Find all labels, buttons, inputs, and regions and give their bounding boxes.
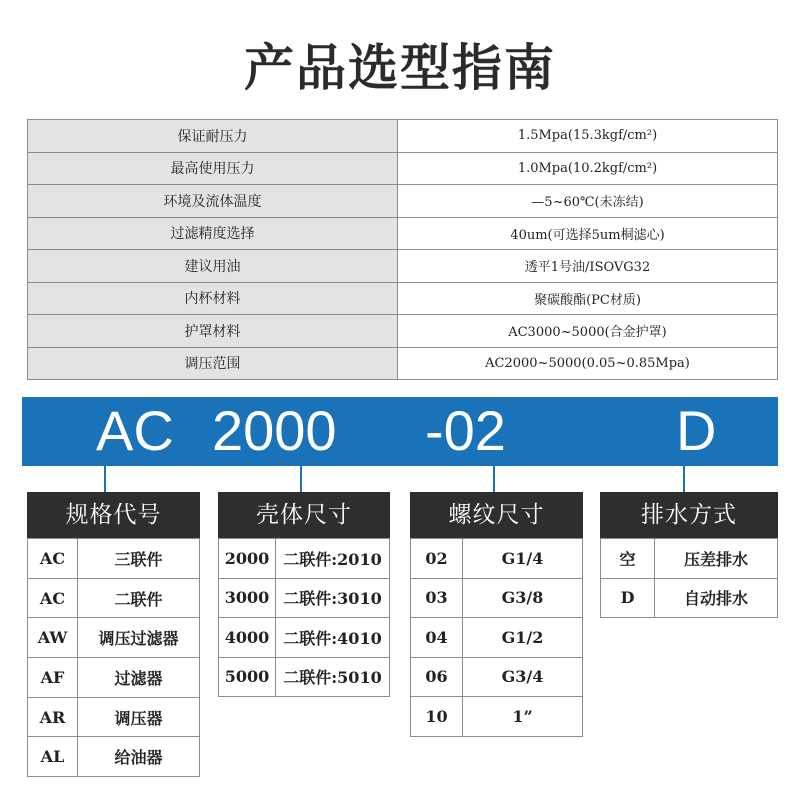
table-row xyxy=(28,737,200,777)
spec-label: 内杯材料 xyxy=(28,282,398,315)
table-row xyxy=(411,618,583,658)
page-title: 产品选型指南 xyxy=(244,39,556,97)
table-row xyxy=(219,657,390,697)
spec-row xyxy=(28,315,778,348)
code-cell: AW xyxy=(28,618,78,658)
table-row xyxy=(601,578,778,618)
desc-cell: 二联件:5010 xyxy=(276,657,390,697)
spec-value: AC3000~5000(合金护罩) xyxy=(398,315,778,348)
table-row xyxy=(219,539,390,579)
thread-size-group xyxy=(410,492,583,737)
body-size-group xyxy=(218,492,390,697)
code-cell: 空 xyxy=(601,539,655,579)
desc-cell: G3/8 xyxy=(463,578,583,618)
drain-mode-table xyxy=(600,538,778,618)
table-row xyxy=(411,578,583,618)
desc-cell: 二联件 xyxy=(78,578,200,618)
drain-mode-header: 排水方式 xyxy=(600,492,778,538)
spec-row xyxy=(28,217,778,250)
desc-cell: G3/4 xyxy=(463,657,583,697)
code-cell: 5000 xyxy=(219,657,276,697)
desc-cell: 调压器 xyxy=(78,697,200,737)
spec-code-header: 规格代号 xyxy=(27,492,200,538)
desc-cell: 三联件 xyxy=(78,539,200,579)
spec-row xyxy=(28,185,778,218)
desc-cell: 自动排水 xyxy=(655,578,778,618)
spec-value: 聚碳酸酯(PC材质) xyxy=(398,282,778,315)
table-row xyxy=(411,539,583,579)
spec-value: 40um(可选择5um桐滤心) xyxy=(398,217,778,250)
code-cell: 04 xyxy=(411,618,463,658)
code-cell: D xyxy=(601,578,655,618)
connector-line xyxy=(300,466,302,492)
code-cell: AR xyxy=(28,697,78,737)
table-row xyxy=(28,618,200,658)
spec-row xyxy=(28,250,778,283)
connector-line xyxy=(683,466,685,492)
body-size-header: 壳体尺寸 xyxy=(218,492,390,538)
connector-line xyxy=(104,466,106,492)
code-cell: 4000 xyxy=(219,618,276,658)
desc-cell: 二联件:4010 xyxy=(276,618,390,658)
spec-value: 透平1号油/ISOVG32 xyxy=(398,250,778,283)
desc-cell: 1” xyxy=(463,697,583,737)
desc-cell: G1/2 xyxy=(463,618,583,658)
spec-row xyxy=(28,152,778,185)
spec-label: 护罩材料 xyxy=(28,315,398,348)
code-cell: 06 xyxy=(411,657,463,697)
desc-cell: 二联件:2010 xyxy=(276,539,390,579)
spec-label: 建议用油 xyxy=(28,250,398,283)
code-cell: 3000 xyxy=(219,578,276,618)
spec-code-table xyxy=(27,538,200,777)
table-row xyxy=(28,658,200,698)
code-cell: AC xyxy=(28,539,78,579)
model-code-series: AC xyxy=(96,399,174,462)
connector-line xyxy=(493,466,495,492)
spec-row xyxy=(28,347,778,380)
spec-value: 1.5Mpa(15.3kgf/cm²) xyxy=(398,120,778,153)
spec-label: 环境及流体温度 xyxy=(28,185,398,218)
code-cell: AL xyxy=(28,737,78,777)
spec-row xyxy=(28,282,778,315)
desc-cell: 过滤器 xyxy=(78,658,200,698)
spec-code-group xyxy=(27,492,200,777)
code-cell: 10 xyxy=(411,697,463,737)
desc-cell: G1/4 xyxy=(463,539,583,579)
table-row xyxy=(601,539,778,579)
spec-value: 1.0Mpa(10.2kgf/cm²) xyxy=(398,152,778,185)
table-row xyxy=(28,578,200,618)
table-row xyxy=(411,697,583,737)
desc-cell: 二联件:3010 xyxy=(276,578,390,618)
spec-row xyxy=(28,120,778,153)
spec-label: 最高使用压力 xyxy=(28,152,398,185)
table-row xyxy=(28,539,200,579)
table-row xyxy=(219,578,390,618)
body-size-table xyxy=(218,538,390,697)
spec-label: 调压范围 xyxy=(28,347,398,380)
spec-table xyxy=(27,119,778,380)
drain-mode-group xyxy=(600,492,778,618)
code-cell: 2000 xyxy=(219,539,276,579)
thread-size-table xyxy=(410,538,583,737)
desc-cell: 给油器 xyxy=(78,737,200,777)
spec-label: 过滤精度选择 xyxy=(28,217,398,250)
model-code-drain: D xyxy=(676,399,717,462)
spec-value: AC2000~5000(0.05~0.85Mpa) xyxy=(398,347,778,380)
code-cell: 03 xyxy=(411,578,463,618)
code-cell: 02 xyxy=(411,539,463,579)
model-code-thread: -02 xyxy=(425,399,506,462)
spec-label: 保证耐压力 xyxy=(28,120,398,153)
table-row xyxy=(219,618,390,658)
table-row xyxy=(28,697,200,737)
code-cell: AF xyxy=(28,658,78,698)
table-row xyxy=(411,657,583,697)
desc-cell: 压差排水 xyxy=(655,539,778,579)
model-code-size: 2000 xyxy=(212,399,337,462)
thread-size-header: 螺纹尺寸 xyxy=(410,492,583,538)
spec-value: —5~60℃(未冻结) xyxy=(398,185,778,218)
desc-cell: 调压过滤器 xyxy=(78,618,200,658)
code-cell: AC xyxy=(28,578,78,618)
